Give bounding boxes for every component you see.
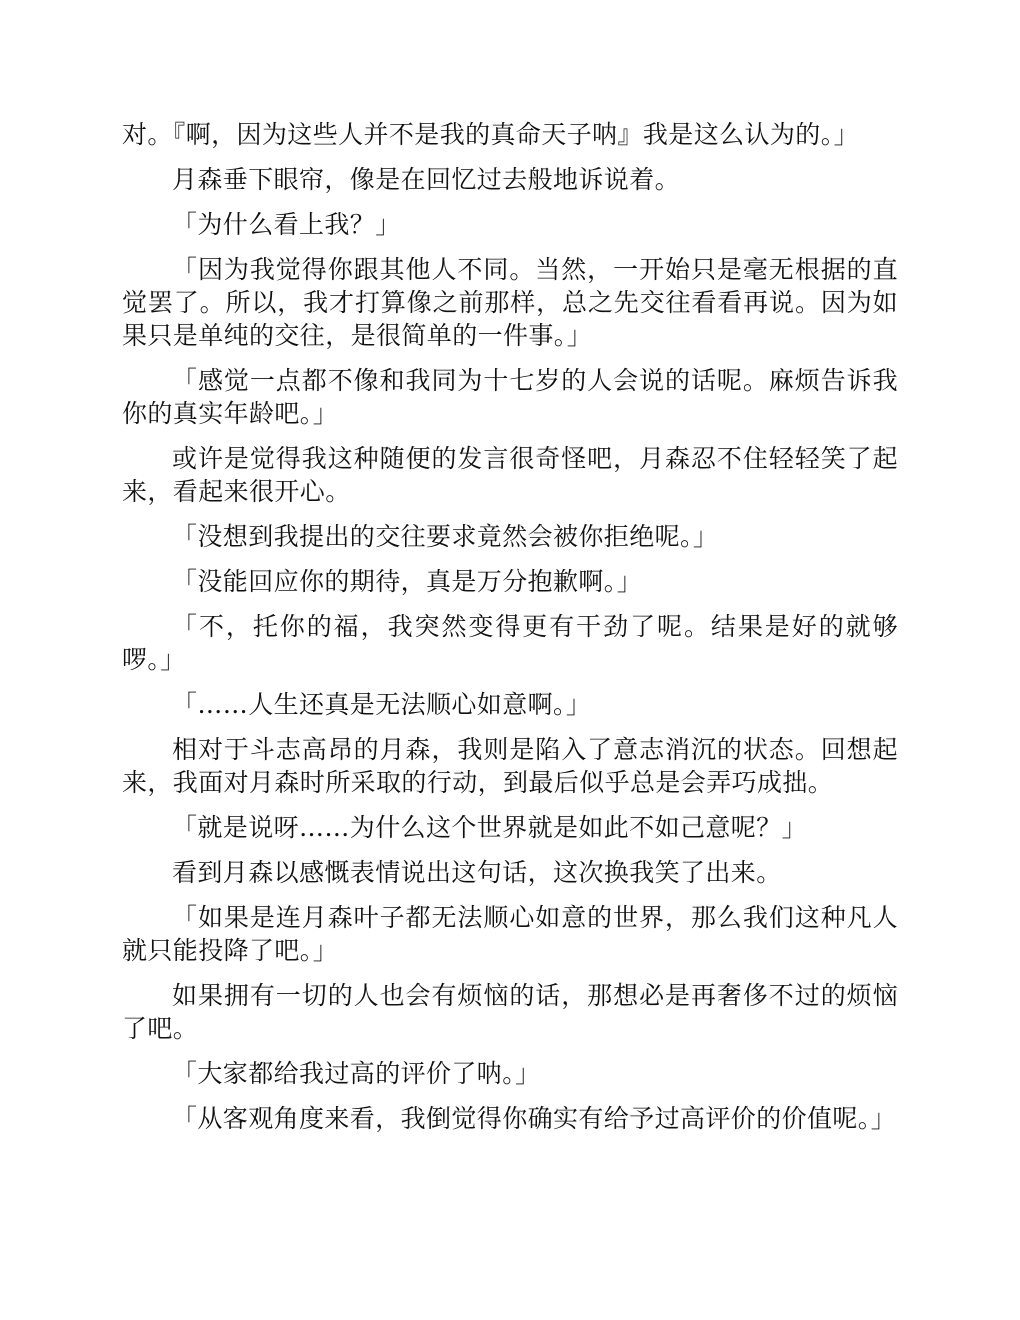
- paragraph: 「如果是连月森叶子都无法顺心如意的世界，那么我们这种凡人就只能投降了吧。」: [122, 903, 898, 965]
- paragraph: 「为什么看上我？」: [172, 210, 401, 239]
- paragraph: 「不，托你的福，我突然变得更有干劲了呢。结果是好的就够啰。」: [122, 612, 898, 674]
- paragraph: 「大家都给我过高的评价了呐。」: [172, 1059, 541, 1088]
- paragraph: 「没想到我提出的交往要求竟然会被你拒绝呢。」: [172, 522, 719, 551]
- paragraph: 「就是说呀……为什么这个世界就是如此不如己意呢？」: [172, 813, 808, 842]
- paragraph: 「从客观角度来看，我倒觉得你确实有给予过高评价的价值呢。」: [172, 1104, 897, 1133]
- paragraph: 相对于斗志高昂的月森，我则是陷入了意志消沉的状态。回想起来，我面对月森时所采取的行动，到最后似乎总是会弄巧成拙。: [122, 735, 898, 797]
- paragraph: 如果拥有一切的人也会有烦恼的话，那想必是再奢侈不过的烦恼了吧。: [122, 981, 898, 1043]
- paragraph: 「感觉一点都不像和我同为十七岁的人会说的话呢。麻烦告诉我你的真实年龄吧。」: [122, 366, 898, 428]
- paragraph: 对。『啊，因为这些人并不是我的真命天子呐』我是这么认为的。」: [122, 120, 860, 149]
- paragraph: 「因为我觉得你跟其他人不同。当然，一开始只是毫无根据的直觉罢了。所以，我才打算像之前那样，总之先交往看看再说。因为如果只是单纯的交往，是很简单的一件事。」: [122, 255, 898, 350]
- paragraph: 或许是觉得我这种随便的发言很奇怪吧，月森忍不住轻轻笑了起来，看起来很开心。: [122, 444, 898, 506]
- page-body: [122, 118, 898, 1147]
- paragraph: 「没能回应你的期待，真是万分抱歉啊。」: [172, 567, 643, 596]
- paragraph: 「……人生还真是无法顺心如意啊。」: [172, 690, 592, 719]
- paragraph: 看到月森以感慨表情说出这句话，这次换我笑了出来。: [172, 858, 782, 887]
- paragraph: 月森垂下眼帘，像是在回忆过去般地诉说着。: [172, 165, 681, 194]
